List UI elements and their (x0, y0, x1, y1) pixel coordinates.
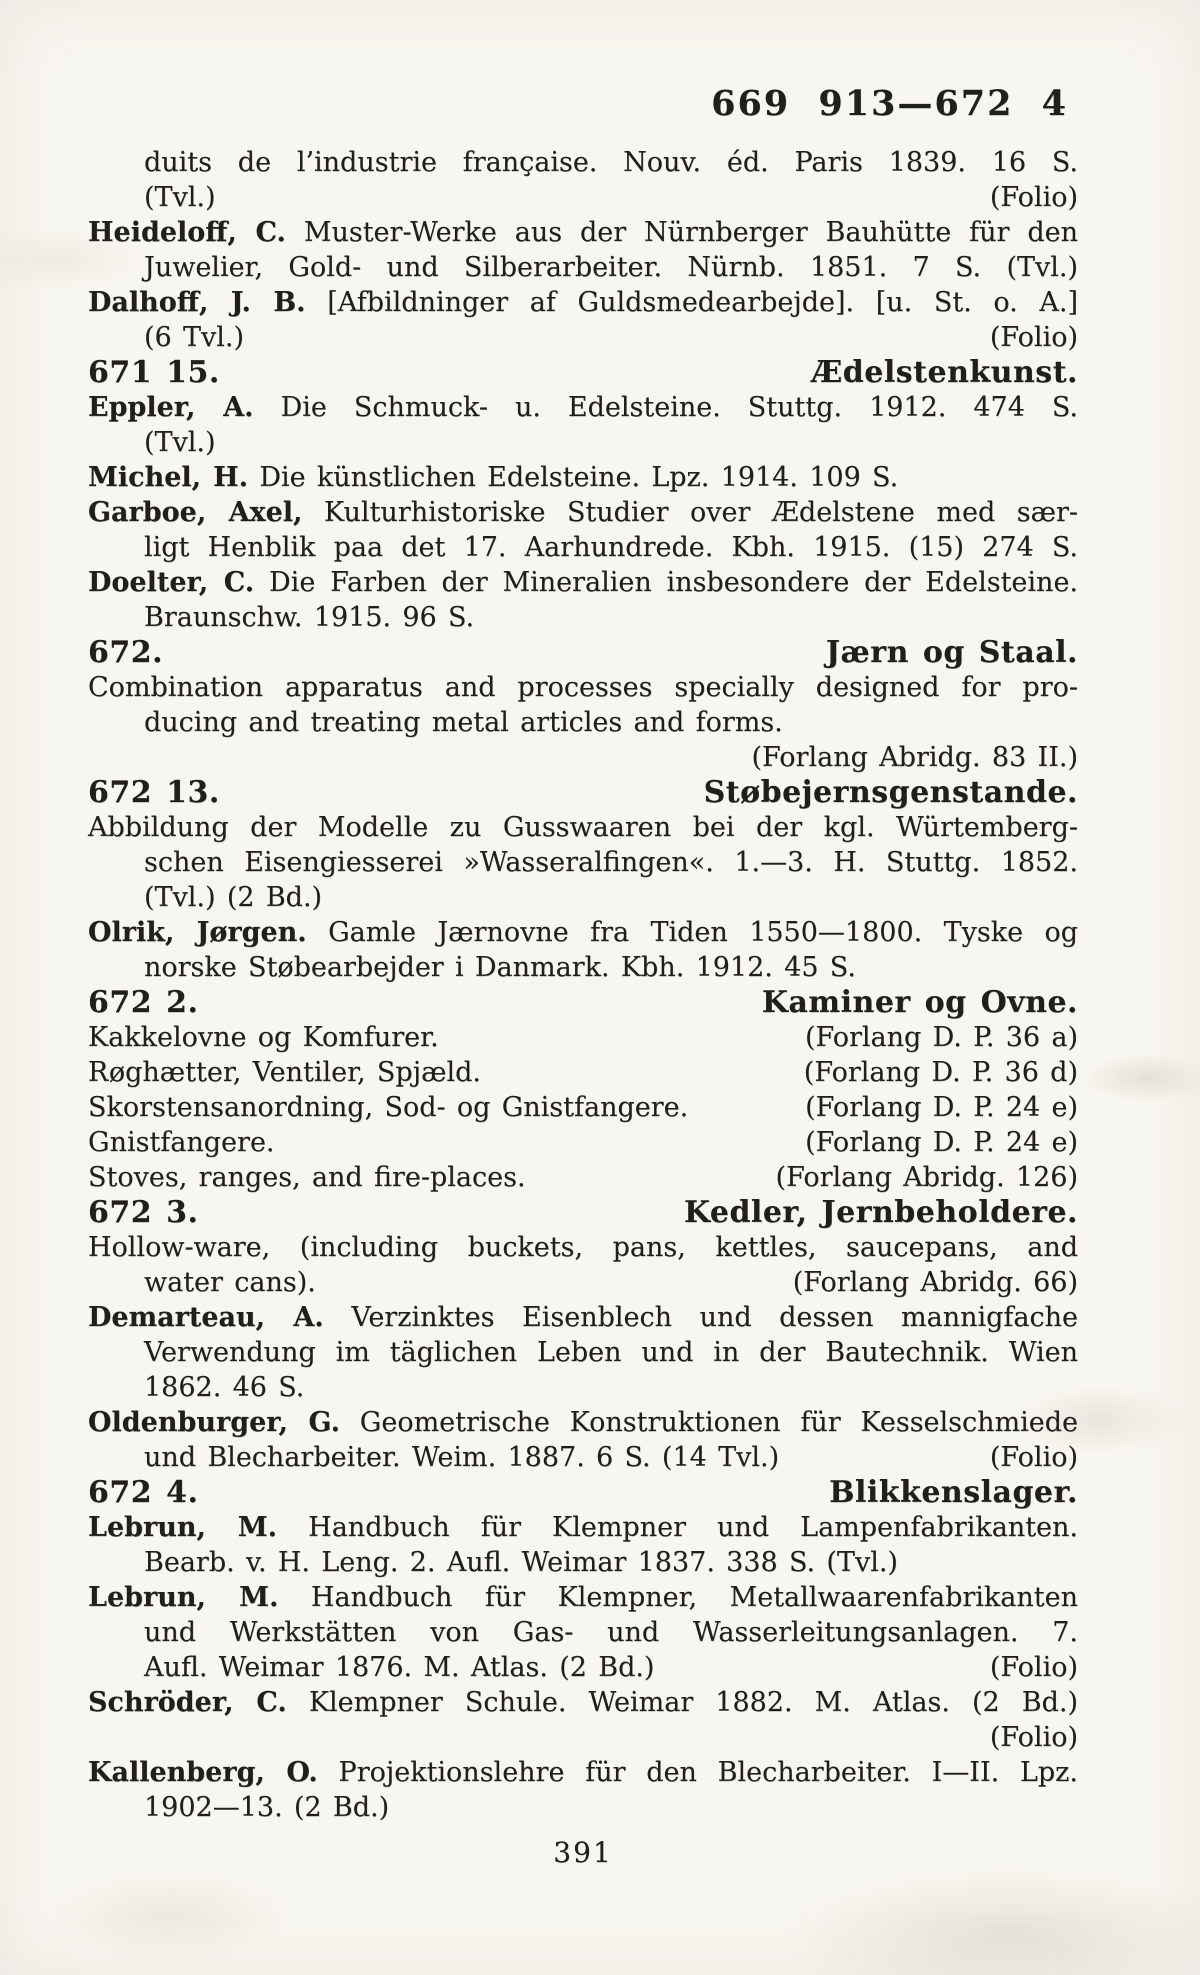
entry-text: ligt Henblik paa det 17. Aarhundrede. Kbh. 1915. (15) 274 S. (144, 532, 1078, 563)
line-left (88, 1055, 481, 1090)
entry-text: Handbuch für Klempner, Metallwaarenfabrikanten (310, 1582, 1078, 1613)
entry-text: Kulturhistoriske Studier over Ædelstene med sær- (323, 497, 1078, 528)
section-number: 672 13. (88, 775, 220, 810)
entry-author: Garboe, Axel, (88, 497, 303, 528)
entry-author: Heideloff, C. (88, 217, 286, 248)
catalog-line (88, 1055, 1078, 1090)
entry-text: Geometrische Konstruktionen für Kesselschmiede (359, 1407, 1079, 1438)
catalog-line (88, 915, 1078, 950)
catalog-line (88, 1370, 1078, 1405)
entry-author: Michel, H. (88, 462, 249, 493)
entry-text: Gamle Jærnovne fra Tiden 1550—1800. Tyske og (328, 917, 1078, 948)
entry-ref: (Forlang D. P. 24 e) (805, 1092, 1078, 1123)
catalog-line (88, 495, 1078, 530)
line-left (88, 1195, 198, 1230)
catalog-line (88, 1790, 1078, 1825)
section-number: 672 2. (88, 985, 199, 1020)
section-title: Kaminer og Ovne. (761, 985, 1078, 1020)
entry-text: (Tvl.) (144, 182, 216, 213)
catalog-line (88, 1125, 1078, 1160)
line-left (88, 1475, 198, 1510)
entry-ref: (Forlang Abridg. 83 II.) (751, 742, 1078, 773)
entry-ref: (Folio) (989, 1722, 1078, 1753)
entry-author: Oldenburger, G. (88, 1407, 340, 1438)
catalog-line (88, 950, 1078, 985)
entry-ref: (Forlang Abridg. 66) (792, 1267, 1078, 1298)
catalog-line (88, 320, 1078, 355)
entry-text: Verzinktes Eisenblech und dessen mannigfache (351, 1302, 1079, 1333)
entry-ref: (Forlang D. P. 36 d) (803, 1057, 1078, 1088)
line-left (88, 1125, 275, 1160)
catalog-line (88, 1720, 1078, 1755)
entry-ref: (Folio) (989, 322, 1078, 353)
entry-ref: (Folio) (989, 1652, 1078, 1683)
catalog-line (88, 285, 1078, 320)
section-heading (88, 1195, 1078, 1230)
entry-text: Verwendung im täglichen Leben und in der Bautechnik. Wien (144, 1337, 1078, 1368)
entry-text: Combination apparatus and processes specially designed for pro- (88, 672, 1078, 703)
line-left (88, 985, 198, 1020)
entry-author: Schröder, C. (88, 1687, 287, 1718)
line-left (88, 635, 163, 670)
line-left (144, 1265, 316, 1300)
entry-text: Skorstensanordning, Sod- og Gnistfangere. (88, 1092, 689, 1123)
catalog-line (88, 1755, 1078, 1790)
section-title: Støbejernsgenstande. (703, 775, 1078, 810)
entry-text: Aufl. Weimar 1876. M. Atlas. (2 Bd.) (144, 1652, 655, 1683)
section-title: Ædelstenkunst. (811, 355, 1078, 390)
section-heading (88, 355, 1078, 390)
catalog-line (88, 1265, 1078, 1300)
entry-text: Klempner Schule. Weimar 1882. M. Atlas. (2 Bd.) (308, 1687, 1078, 1718)
catalog-line (88, 460, 1078, 495)
catalog-line (88, 565, 1078, 600)
entry-text: [Afbildninger af Guldsmedearbejde]. [u. St. o. A.] (327, 287, 1078, 318)
entry-author: Olrik, Jørgen. (88, 917, 307, 948)
entry-text: Muster-Werke aus der Nürnberger Bauhütte für den (303, 217, 1078, 248)
section-heading (88, 985, 1078, 1020)
catalog-line (88, 810, 1078, 845)
catalog-line (88, 1020, 1078, 1055)
section-number: 672. (88, 635, 164, 670)
catalog-line (88, 390, 1078, 425)
page-content (88, 84, 1078, 1870)
entry-text: (Tvl.) (2 Bd.) (144, 882, 323, 913)
entry-text: Hollow-ware, (including buckets, pans, kettles, saucepans, and (88, 1232, 1078, 1263)
catalog-line (88, 1615, 1078, 1650)
entry-author: Doelter, C. (88, 567, 255, 598)
line-left (88, 1090, 688, 1125)
catalog-line (88, 600, 1078, 635)
catalog-line (88, 670, 1078, 705)
catalog-line (88, 1650, 1078, 1685)
entry-ref: (Folio) (989, 182, 1078, 213)
entry-author: Lebrun, M. (88, 1512, 278, 1543)
line-left (144, 320, 244, 355)
catalog-line (88, 1090, 1078, 1125)
line-left (88, 355, 220, 390)
catalog-line (88, 1335, 1078, 1370)
section-title: Blikkenslager. (829, 1475, 1078, 1510)
section-number: 671 15. (88, 355, 220, 390)
entry-text: und Werkstätten von Gas- und Wasserleitungsanlagen. 7. (144, 1617, 1078, 1648)
catalog-line (88, 705, 1078, 740)
entry-text: Juwelier, Gold- und Silberarbeiter. Nürnb. 1851. 7 S. (Tvl.) (144, 252, 1078, 283)
catalog-line (88, 845, 1078, 880)
section-heading (88, 775, 1078, 810)
entry-author: Demarteau, A. (88, 1302, 324, 1333)
entry-ref: (Forlang D. P. 24 e) (805, 1127, 1078, 1158)
entry-text: Bearb. v. H. Leng. 2. Aufl. Weimar 1837. 338 S. (Tvl.) (144, 1547, 898, 1578)
catalog-line (88, 1580, 1078, 1615)
entry-text: schen Eisengiesserei »Wasseralfingen«. 1.—3. H. Stuttg. 1852. (144, 847, 1078, 878)
catalog-line (88, 1545, 1078, 1580)
entry-ref: (Folio) (989, 1442, 1078, 1473)
entry-text: Gnistfangere. (88, 1127, 275, 1158)
entry-text: Die künstlichen Edelsteine. Lpz. 1914. 109 S. (259, 462, 899, 493)
entry-text: Projektionslehre für den Blecharbeiter. I—II. Lpz. (338, 1757, 1078, 1788)
section-title: Kedler, Jernbeholdere. (683, 1195, 1078, 1230)
entry-text: norske Støbearbejder i Danmark. Kbh. 1912. 45 S. (144, 952, 856, 983)
catalog-line (88, 1440, 1078, 1475)
catalog-line (88, 1300, 1078, 1335)
section-number: 672 4. (88, 1475, 199, 1510)
catalog-line (88, 530, 1078, 565)
line-left (88, 1160, 526, 1195)
bibliography-text (88, 145, 1078, 1825)
page-number: 391 (553, 1836, 613, 1869)
catalog-line (88, 880, 1078, 915)
catalog-line (88, 1230, 1078, 1265)
entry-text: 1862. 46 S. (144, 1372, 305, 1403)
entry-text: 1902—13. (2 Bd.) (144, 1792, 390, 1823)
entry-text: (Tvl.) (144, 427, 216, 458)
entry-text: Kakkelovne og Komfurer. (88, 1022, 439, 1053)
entry-text: ducing and treating metal articles and forms. (144, 707, 783, 738)
entry-text: Røghætter, Ventiler, Spjæld. (88, 1057, 481, 1088)
line-left (144, 180, 216, 215)
entry-text: Die Farben der Mineralien insbesondere der Edelsteine. (269, 567, 1078, 598)
catalog-line (88, 145, 1078, 180)
entry-text: Die Schmuck- u. Edelsteine. Stuttg. 1912. 474 S. (280, 392, 1078, 423)
line-left (144, 1650, 654, 1685)
entry-text: (6 Tvl.) (144, 322, 245, 353)
line-left (88, 1020, 439, 1055)
catalog-line (88, 1510, 1078, 1545)
catalog-line (88, 250, 1078, 285)
entry-author: Kallenberg, O. (88, 1757, 318, 1788)
entry-author: Eppler, A. (88, 392, 254, 423)
catalog-line (88, 215, 1078, 250)
entry-text: Braunschw. 1915. 96 S. (144, 602, 475, 633)
catalog-line (88, 1405, 1078, 1440)
entry-ref: (Forlang Abridg. 126) (775, 1162, 1078, 1193)
catalog-line (88, 1160, 1078, 1195)
entry-text: duits de l’industrie française. Nouv. éd. Paris 1839. 16 S. (144, 147, 1078, 178)
entry-text: Abbildung der Modelle zu Gusswaaren bei der kgl. Würtemberg- (88, 812, 1078, 843)
running-head: 669 913—672 4 (711, 83, 1068, 124)
line-left (88, 775, 220, 810)
catalog-line (88, 1685, 1078, 1720)
section-number: 672 3. (88, 1195, 199, 1230)
catalog-line (88, 740, 1078, 775)
entry-author: Lebrun, M. (88, 1582, 279, 1613)
section-heading (88, 635, 1078, 670)
entry-text: Handbuch für Klempner und Lampenfabrikanten. (308, 1512, 1078, 1543)
section-title: Jærn og Staal. (825, 635, 1078, 670)
entry-text: water cans). (144, 1267, 316, 1298)
entry-author: Dalhoff, J. B. (88, 287, 306, 318)
line-left (144, 1440, 779, 1475)
entry-text: Stoves, ranges, and fire-places. (88, 1162, 526, 1193)
section-heading (88, 1475, 1078, 1510)
catalog-line (88, 425, 1078, 460)
catalog-line (88, 180, 1078, 215)
entry-text: und Blecharbeiter. Weim. 1887. 6 S. (14 Tvl.) (144, 1442, 780, 1473)
entry-ref: (Forlang D. P. 36 a) (804, 1022, 1078, 1053)
